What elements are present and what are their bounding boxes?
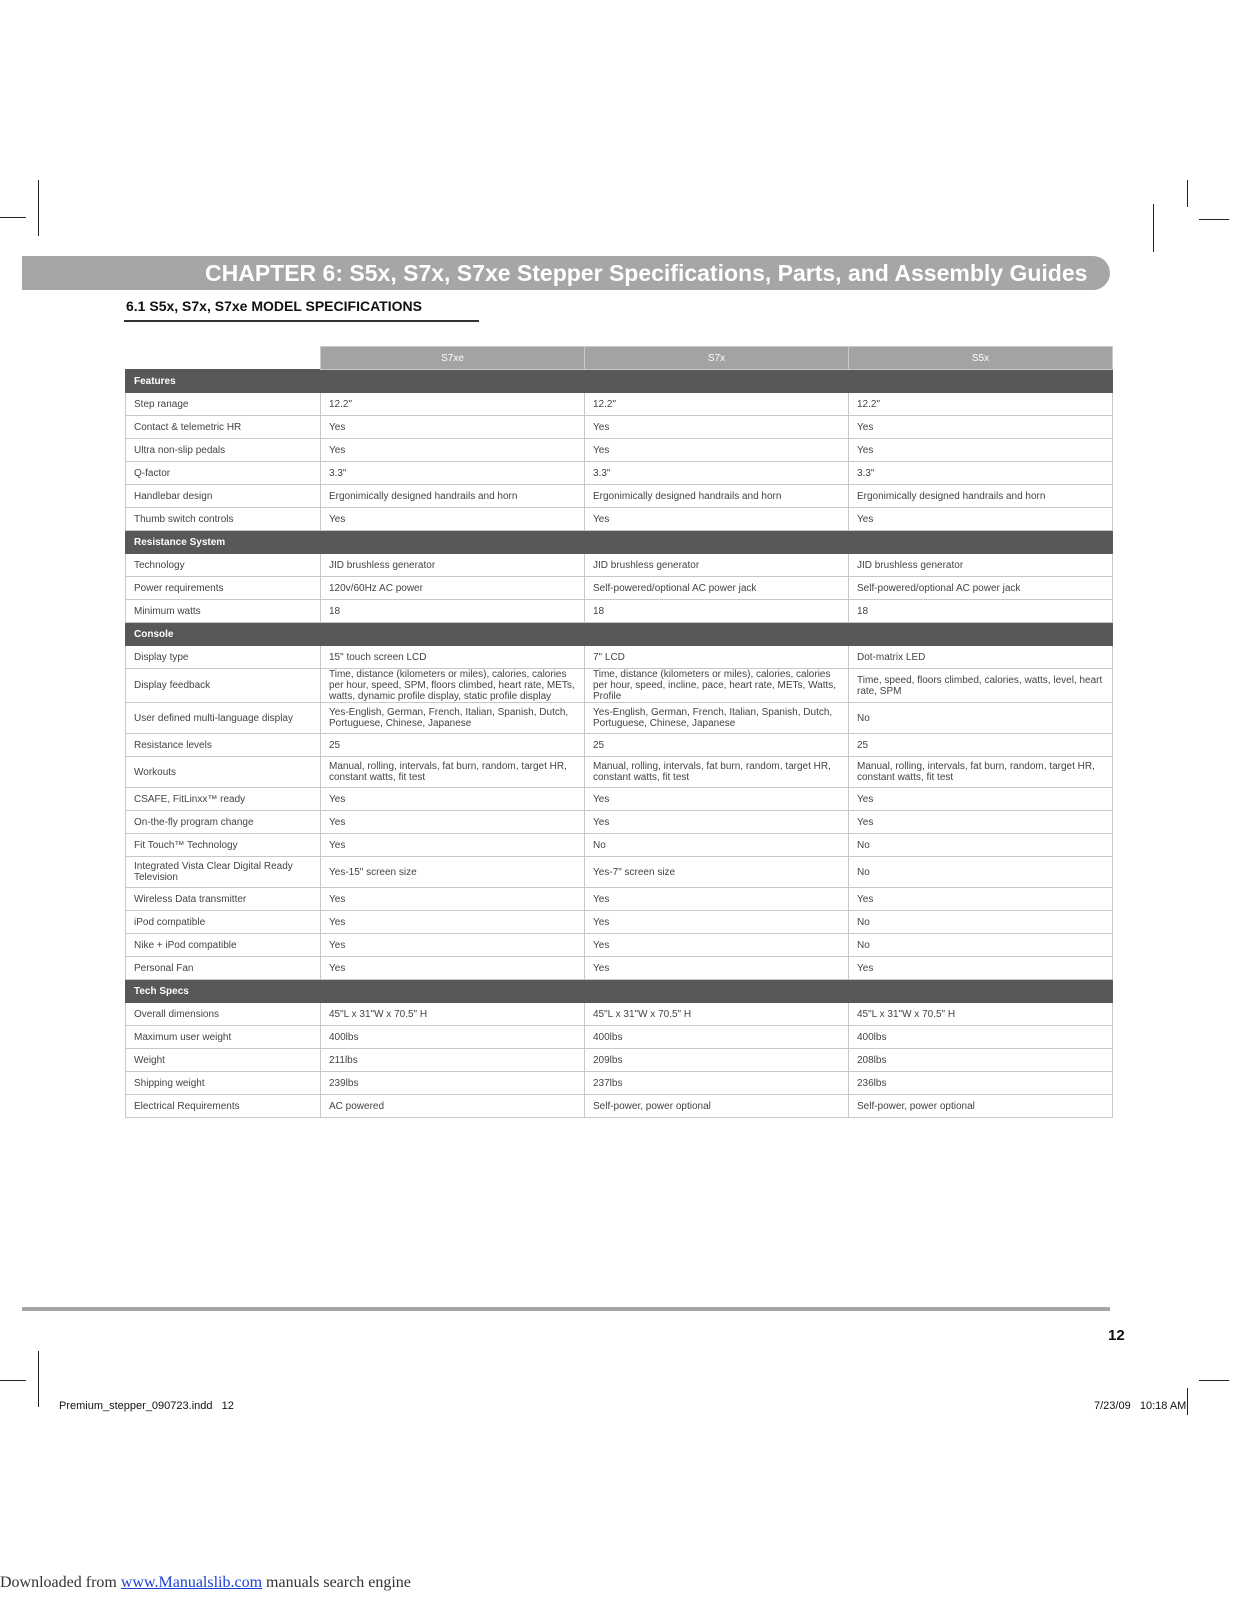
group-header-row [126, 370, 1113, 393]
spec-value: 18 [321, 600, 585, 623]
spec-value: Dot-matrix LED [849, 646, 1113, 669]
spec-row [126, 1049, 1113, 1072]
spec-label: Step ranage [126, 393, 321, 416]
spec-label: Handlebar design [126, 485, 321, 508]
spec-label: Integrated Vista Clear Digital Ready Television [126, 857, 321, 888]
spec-value: 211lbs [321, 1049, 585, 1072]
spec-row [126, 462, 1113, 485]
spec-value: Yes [585, 888, 849, 911]
spec-label: Fit Touch™ Technology [126, 834, 321, 857]
spec-row [126, 734, 1113, 757]
group-header-row [126, 623, 1113, 646]
spec-row [126, 1003, 1113, 1026]
spec-value: Self-powered/optional AC power jack [849, 577, 1113, 600]
spec-value: JID brushless generator [585, 554, 849, 577]
spec-value: No [849, 857, 1113, 888]
spec-table [125, 346, 1113, 1118]
spec-label: Display feedback [126, 669, 321, 703]
spec-value: Yes [849, 439, 1113, 462]
spec-value: Yes-15" screen size [321, 857, 585, 888]
spec-label: Technology [126, 554, 321, 577]
spec-value: Yes [321, 957, 585, 980]
spec-value: 237lbs [585, 1072, 849, 1095]
spec-label: Maximum user weight [126, 1026, 321, 1049]
spec-value: 3.3" [585, 462, 849, 485]
spec-value: Time, speed, floors climbed, calories, watts, level, heart rate, SPM [849, 669, 1113, 703]
spec-value: Yes-English, German, French, Italian, Spanish, Dutch, Portuguese, Chinese, Japanese [585, 703, 849, 734]
spec-value: 15" touch screen LCD [321, 646, 585, 669]
crop-mark [0, 1380, 26, 1381]
spec-value: Yes [585, 911, 849, 934]
print-slug-filename: Premium_stepper_090723.indd 12 [59, 1400, 234, 1412]
spec-value: Yes [585, 957, 849, 980]
spec-value: Yes [849, 888, 1113, 911]
spec-value: 12.2" [585, 393, 849, 416]
spec-value: 25 [849, 734, 1113, 757]
spec-value: 18 [585, 600, 849, 623]
spec-label: Resistance levels [126, 734, 321, 757]
spec-value: 25 [321, 734, 585, 757]
spec-value: Self-power, power optional [849, 1095, 1113, 1118]
download-footer [0, 1574, 411, 1592]
spec-value: Time, distance (kilometers or miles), calories, calories per hour, speed, SPM, floors climbed, heart rate, METs, watts, dynamic profile display, static profile display [321, 669, 585, 703]
spec-value: 400lbs [321, 1026, 585, 1049]
spec-label: Q-factor [126, 462, 321, 485]
spec-row [126, 1095, 1113, 1118]
spec-label: iPod compatible [126, 911, 321, 934]
group-header: Tech Specs [126, 980, 1113, 1003]
spec-row [126, 554, 1113, 577]
spec-row [126, 485, 1113, 508]
crop-mark [1199, 219, 1229, 220]
spec-label: Ultra non-slip pedals [126, 439, 321, 462]
spec-value: 18 [849, 600, 1113, 623]
footer-rule [22, 1307, 1110, 1311]
spec-value: 236lbs [849, 1072, 1113, 1095]
crop-mark [1153, 204, 1154, 252]
spec-row [126, 1072, 1113, 1095]
spec-value: Yes [849, 957, 1113, 980]
spec-value: 45"L x 31"W x 70.5" H [321, 1003, 585, 1026]
spec-value: JID brushless generator [321, 554, 585, 577]
page-number: 12 [1108, 1327, 1125, 1344]
spec-label: Electrical Requirements [126, 1095, 321, 1118]
spec-value: No [585, 834, 849, 857]
spec-row [126, 888, 1113, 911]
manualslib-link[interactable]: www.Manualslib.com [120, 1574, 263, 1591]
spec-label: Nike + iPod compatible [126, 934, 321, 957]
group-header: Resistance System [126, 531, 1113, 554]
spec-row [126, 834, 1113, 857]
spec-value: Yes [849, 508, 1113, 531]
crop-mark [1187, 1388, 1188, 1415]
spec-value: No [849, 834, 1113, 857]
spec-row [126, 934, 1113, 957]
spec-row [126, 600, 1113, 623]
crop-mark [1199, 1380, 1229, 1381]
crop-mark [1187, 180, 1188, 207]
spec-value: No [849, 934, 1113, 957]
group-header: Console [126, 623, 1113, 646]
spec-row [126, 1026, 1113, 1049]
crop-mark [38, 1351, 39, 1407]
spec-label: Power requirements [126, 577, 321, 600]
spec-row [126, 669, 1113, 703]
spec-table-body [126, 370, 1113, 1118]
spec-label: Minimum watts [126, 600, 321, 623]
spec-label: Personal Fan [126, 957, 321, 980]
spec-value: Yes-7" screen size [585, 857, 849, 888]
spec-value: 400lbs [585, 1026, 849, 1049]
spec-row [126, 508, 1113, 531]
download-suffix: manuals search engine [262, 1574, 411, 1591]
spec-value: Yes [849, 811, 1113, 834]
spec-value: Yes [321, 788, 585, 811]
download-prefix: Downloaded from [0, 1574, 121, 1591]
spec-value: Yes [585, 439, 849, 462]
section-underline [124, 320, 479, 322]
group-header-row [126, 980, 1113, 1003]
spec-value: Yes [585, 934, 849, 957]
spec-row [126, 703, 1113, 734]
spec-value: Ergonimically designed handrails and horn [849, 485, 1113, 508]
spec-label: Wireless Data transmitter [126, 888, 321, 911]
spec-value: 3.3" [849, 462, 1113, 485]
spec-value: 7" LCD [585, 646, 849, 669]
spec-value: Ergonimically designed handrails and horn [585, 485, 849, 508]
spec-row [126, 393, 1113, 416]
spec-value: JID brushless generator [849, 554, 1113, 577]
spec-label: Overall dimensions [126, 1003, 321, 1026]
spec-row [126, 788, 1113, 811]
spec-row [126, 957, 1113, 980]
spec-row [126, 911, 1113, 934]
spec-row [126, 577, 1113, 600]
spec-label: User defined multi-language display [126, 703, 321, 734]
spec-value: Yes [849, 788, 1113, 811]
spec-value: Manual, rolling, intervals, fat burn, random, target HR, constant watts, fit test [585, 757, 849, 788]
spec-value: Yes [585, 508, 849, 531]
spec-label: CSAFE, FitLinxx™ ready [126, 788, 321, 811]
spec-value: 45"L x 31"W x 70.5" H [849, 1003, 1113, 1026]
spec-value: 12.2" [321, 393, 585, 416]
spec-value: 120v/60Hz AC power [321, 577, 585, 600]
section-title: 6.1 S5x, S7x, S7xe MODEL SPECIFICATIONS [126, 298, 422, 314]
header-blank-cell [126, 347, 321, 370]
chapter-title: CHAPTER 6: S5x, S7x, S7xe Stepper Specifications, Parts, and Assembly Guides [205, 260, 1088, 286]
spec-row [126, 757, 1113, 788]
spec-value: AC powered [321, 1095, 585, 1118]
spec-label: Weight [126, 1049, 321, 1072]
spec-value: Self-powered/optional AC power jack [585, 577, 849, 600]
spec-value: Yes [321, 888, 585, 911]
spec-value: Manual, rolling, intervals, fat burn, random, target HR, constant watts, fit test [321, 757, 585, 788]
spec-value: No [849, 703, 1113, 734]
spec-value: 12.2" [849, 393, 1113, 416]
spec-label: Contact & telemetric HR [126, 416, 321, 439]
spec-value: Yes [321, 416, 585, 439]
spec-value: Yes [321, 508, 585, 531]
spec-value: 3.3" [321, 462, 585, 485]
spec-value: 400lbs [849, 1026, 1113, 1049]
spec-value: Yes-English, German, French, Italian, Spanish, Dutch, Portuguese, Chinese, Japanese [321, 703, 585, 734]
spec-value: 45"L x 31"W x 70.5" H [585, 1003, 849, 1026]
spec-label: On-the-fly program change [126, 811, 321, 834]
model-header: S5x [849, 347, 1113, 370]
spec-value: Yes [585, 811, 849, 834]
model-header-row [126, 347, 1113, 370]
group-header: Features [126, 370, 1113, 393]
spec-row [126, 811, 1113, 834]
spec-value: Yes [321, 439, 585, 462]
spec-value: Ergonimically designed handrails and horn [321, 485, 585, 508]
model-header: S7xe [321, 347, 585, 370]
spec-value: Time, distance (kilometers or miles), calories, calories per hour, speed, incline, pace, heart rate, METs, Watts, Profile [585, 669, 849, 703]
spec-label: Display type [126, 646, 321, 669]
spec-value: 208lbs [849, 1049, 1113, 1072]
spec-value: Yes [585, 416, 849, 439]
spec-label: Shipping weight [126, 1072, 321, 1095]
spec-value: Yes [321, 934, 585, 957]
spec-value: Yes [585, 788, 849, 811]
spec-label: Workouts [126, 757, 321, 788]
spec-row [126, 857, 1113, 888]
group-header-row [126, 531, 1113, 554]
print-slug-timestamp: 7/23/09 10:18 AM [1094, 1400, 1187, 1412]
spec-value: Yes [849, 416, 1113, 439]
spec-value: Yes [321, 911, 585, 934]
spec-value: Self-power, power optional [585, 1095, 849, 1118]
spec-label: Thumb switch controls [126, 508, 321, 531]
spec-value: No [849, 911, 1113, 934]
spec-value: 209lbs [585, 1049, 849, 1072]
spec-value: Yes [321, 811, 585, 834]
spec-row [126, 439, 1113, 462]
spec-row [126, 646, 1113, 669]
crop-mark [38, 180, 39, 236]
crop-mark [0, 217, 26, 218]
spec-value: Manual, rolling, intervals, fat burn, random, target HR, constant watts, fit test [849, 757, 1113, 788]
spec-value: 25 [585, 734, 849, 757]
spec-value: 239lbs [321, 1072, 585, 1095]
spec-row [126, 416, 1113, 439]
model-header: S7x [585, 347, 849, 370]
spec-value: Yes [321, 834, 585, 857]
